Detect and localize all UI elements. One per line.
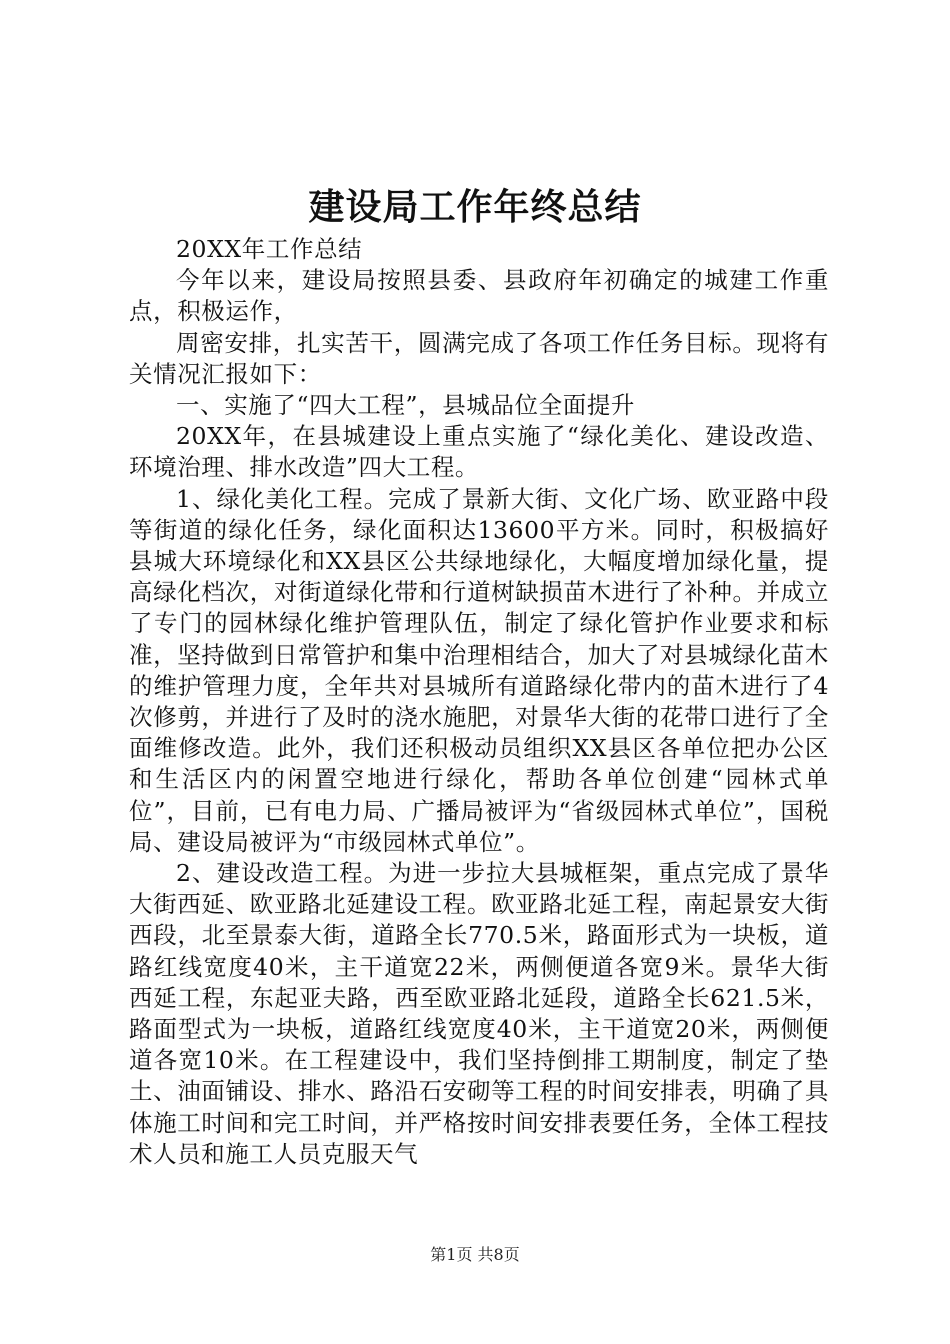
paragraph-construction: 2、建设改造工程。为进一步拉大县城框架，重点完成了景华大街西延、欧亚路北延建设工程。欧亚路北延工程，南起景安大街西段，北至景泰大街，道路全长770.5米，路面形式为一块板，道路红线宽度40米，主干道宽22米，两侧便道各宽9米。景华大街西延工程，东起亚夫路，西至欧亚路北延段，道路全长621.5米，路面型式为一块板，道路红线宽度40米，主干道宽20米，两侧便道各宽10米。在工程建设中，我们坚持倒排工期制度，制定了垫土、油面铺设、排水、路沿石安砌等工程的时间安排表，明确了具体施工时间和完工时间，并严格按时间安排表要任务，全体工程技术人员和施工人员克服天气 (129, 859, 829, 1168)
document-body (129, 234, 829, 1170)
section-heading: 一、实施了“四大工程”，县城品位全面提升 (176, 391, 636, 420)
document-title: 建设局工作年终总结 (308, 186, 642, 228)
paragraph-overview: 20XX年，在县城建设上重点实施了“绿化美化、建设改造、环境治理、排水改造”四大工程。 (129, 422, 829, 482)
paragraph-greening: 1、绿化美化工程。完成了景新大街、文化广场、欧亚路中段等街道的绿化任务，绿化面积达13600平方米。同时，积极搞好县城大环境绿化和XX县区公共绿地绿化，大幅度增加绿化量，提高绿化档次，对街道绿化带和行道树缺损苗木进行了补种。并成立了专门的园林绿化维护管理队伍，制定了绿化管护作业要求和标准，坚持做到日常管护和集中治理相结合，加大了对县城绿化苗木的维护管理力度，全年共对县城所有道路绿化带内的苗木进行了4次修剪，并进行了及时的浇水施肥，对景华大街的花带口进行了全面维修改造。此外，我们还积极动员组织XX县区各单位把办公区和生活区内的闲置空地进行绿化，帮助各单位创建“园林式单位”，目前，已有电力局、广播局被评为“省级园林式单位”，国税局、建设局被评为“市级园林式单位”。 (129, 484, 829, 856)
paragraph-intro-continued: 周密安排，扎实苦干，圆满完成了各项工作任务目标。现将有关情况汇报如下： (129, 328, 829, 388)
paragraph-intro: 今年以来，建设局按照县委、县政府年初确定的城建工作重点，积极运作， (129, 266, 829, 326)
page-footer: 第1页 共8页 (430, 1245, 520, 1264)
paragraph-subtitle: 20XX年工作总结 (176, 235, 363, 263)
